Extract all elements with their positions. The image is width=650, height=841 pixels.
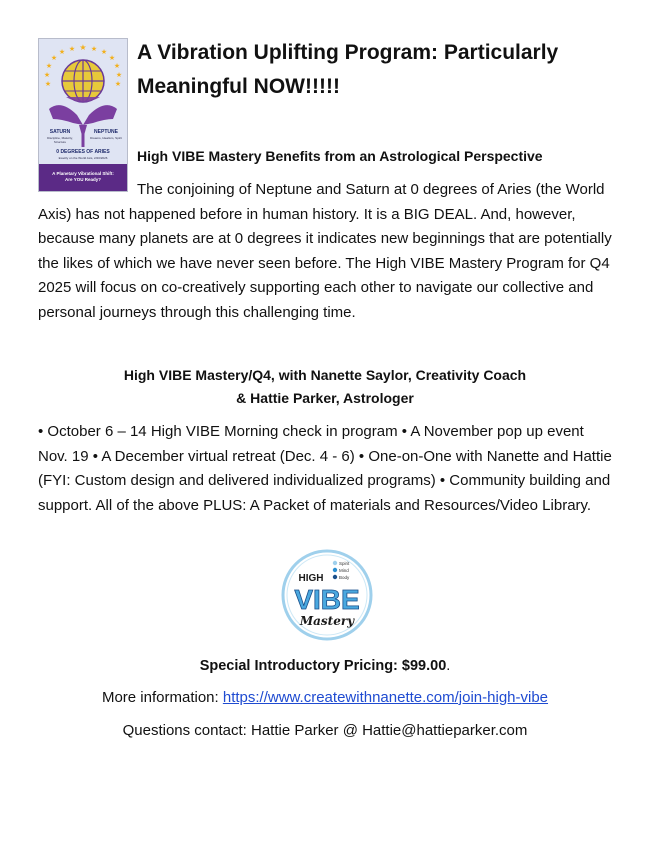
svg-text:★: ★ bbox=[108, 55, 116, 62]
svg-text:★: ★ bbox=[50, 55, 58, 62]
banner-line-2: Are YOU Ready? bbox=[65, 177, 101, 182]
svg-text:★: ★ bbox=[79, 43, 87, 52]
svg-text:★: ★ bbox=[45, 63, 53, 70]
svg-text:★: ★ bbox=[113, 63, 121, 70]
spirit-dot-icon bbox=[333, 561, 337, 565]
neptune-subtitle: Dreams, Idealism, Spirit bbox=[90, 136, 122, 140]
axis-note: Exactly on the World Axis, 2/20/2026 bbox=[58, 156, 108, 160]
logo-vibe: VIBE bbox=[294, 584, 360, 615]
degrees-label: 0 DEGREES OF ARIES bbox=[56, 149, 110, 155]
banner-line-1: A Planetary Vibrational Shift: bbox=[52, 171, 114, 176]
legend-spirit: Spirit bbox=[339, 561, 350, 566]
svg-text:★: ★ bbox=[43, 72, 51, 79]
questions-contact: Questions contact: Hattie Parker @ Hattie@hattieparker.com bbox=[122, 722, 528, 739]
more-info-link[interactable]: https://www.createwithnanette.com/join-high-vibe bbox=[222, 689, 549, 706]
pricing-label: Special Introductory Pricing: $99.00 bbox=[199, 658, 447, 674]
more-info-line bbox=[38, 688, 612, 708]
high-vibe-logo bbox=[281, 545, 373, 645]
svg-text:★: ★ bbox=[68, 46, 76, 53]
program-heading-line-1: High VIBE Mastery/Q4, with Nanette Saylor, Creativity Coach bbox=[123, 367, 527, 383]
benefits-paragraph: The conjoining of Neptune and Saturn at 0 degrees of Aries (the World Axis) has not happened before in human history. It is a BIG DEAL. And, however, because many planets are at 0 degrees it indicates new beginnings that are potentially the likes of which we have never seen before. The High VIBE Mastery Program for Q4 2025 will focus on co-creatively supporting each other to navigate our collective and personal journeys through this challenging time. bbox=[38, 181, 612, 321]
logo-mastery: Mastery bbox=[299, 614, 355, 628]
globe-icon bbox=[62, 60, 104, 102]
program-heading bbox=[38, 364, 612, 410]
pricing-suffix: . bbox=[446, 658, 451, 674]
logo-artwork bbox=[281, 545, 373, 645]
body-dot-icon bbox=[333, 575, 337, 579]
program-details: • October 6 – 14 High VIBE Morning check in program • A November pop up event Nov. 19 • A December virtual retreat (Dec. 4 - 6) • One-on-One with Nanette and Hattie (FYI: Custom design and delivered individualized programs) • Community building and support. All of the above PLUS: A Packet of materials and Resources/Video Library. bbox=[38, 423, 612, 514]
astrology-poster bbox=[38, 38, 128, 192]
pricing-line bbox=[38, 656, 612, 676]
svg-text:★: ★ bbox=[100, 49, 108, 56]
svg-text:★: ★ bbox=[44, 81, 52, 88]
legend-mind: Mind bbox=[339, 568, 349, 573]
program-heading-line-2: & Hattie Parker, Astrologer bbox=[236, 390, 414, 406]
logo-high: HIGH bbox=[298, 573, 324, 584]
svg-text:★: ★ bbox=[115, 72, 123, 79]
saturn-label: SATURN bbox=[49, 129, 71, 135]
legend-body: Body bbox=[339, 575, 350, 580]
more-info-prefix: More information: bbox=[101, 689, 223, 706]
page-title: A Vibration Uplifting Program: Particularly Meaningful NOW!!!!! bbox=[137, 41, 559, 98]
benefits-heading: High VIBE Mastery Benefits from an Astrological Perspective bbox=[137, 148, 543, 164]
svg-text:★: ★ bbox=[58, 49, 66, 56]
svg-text:★: ★ bbox=[90, 46, 98, 53]
mind-dot-icon bbox=[333, 568, 337, 572]
svg-text:★: ★ bbox=[114, 81, 122, 88]
saturn-subtitle: Discipline, Maturity, Structure bbox=[47, 136, 73, 144]
neptune-label: NEPTUNE bbox=[94, 129, 118, 135]
